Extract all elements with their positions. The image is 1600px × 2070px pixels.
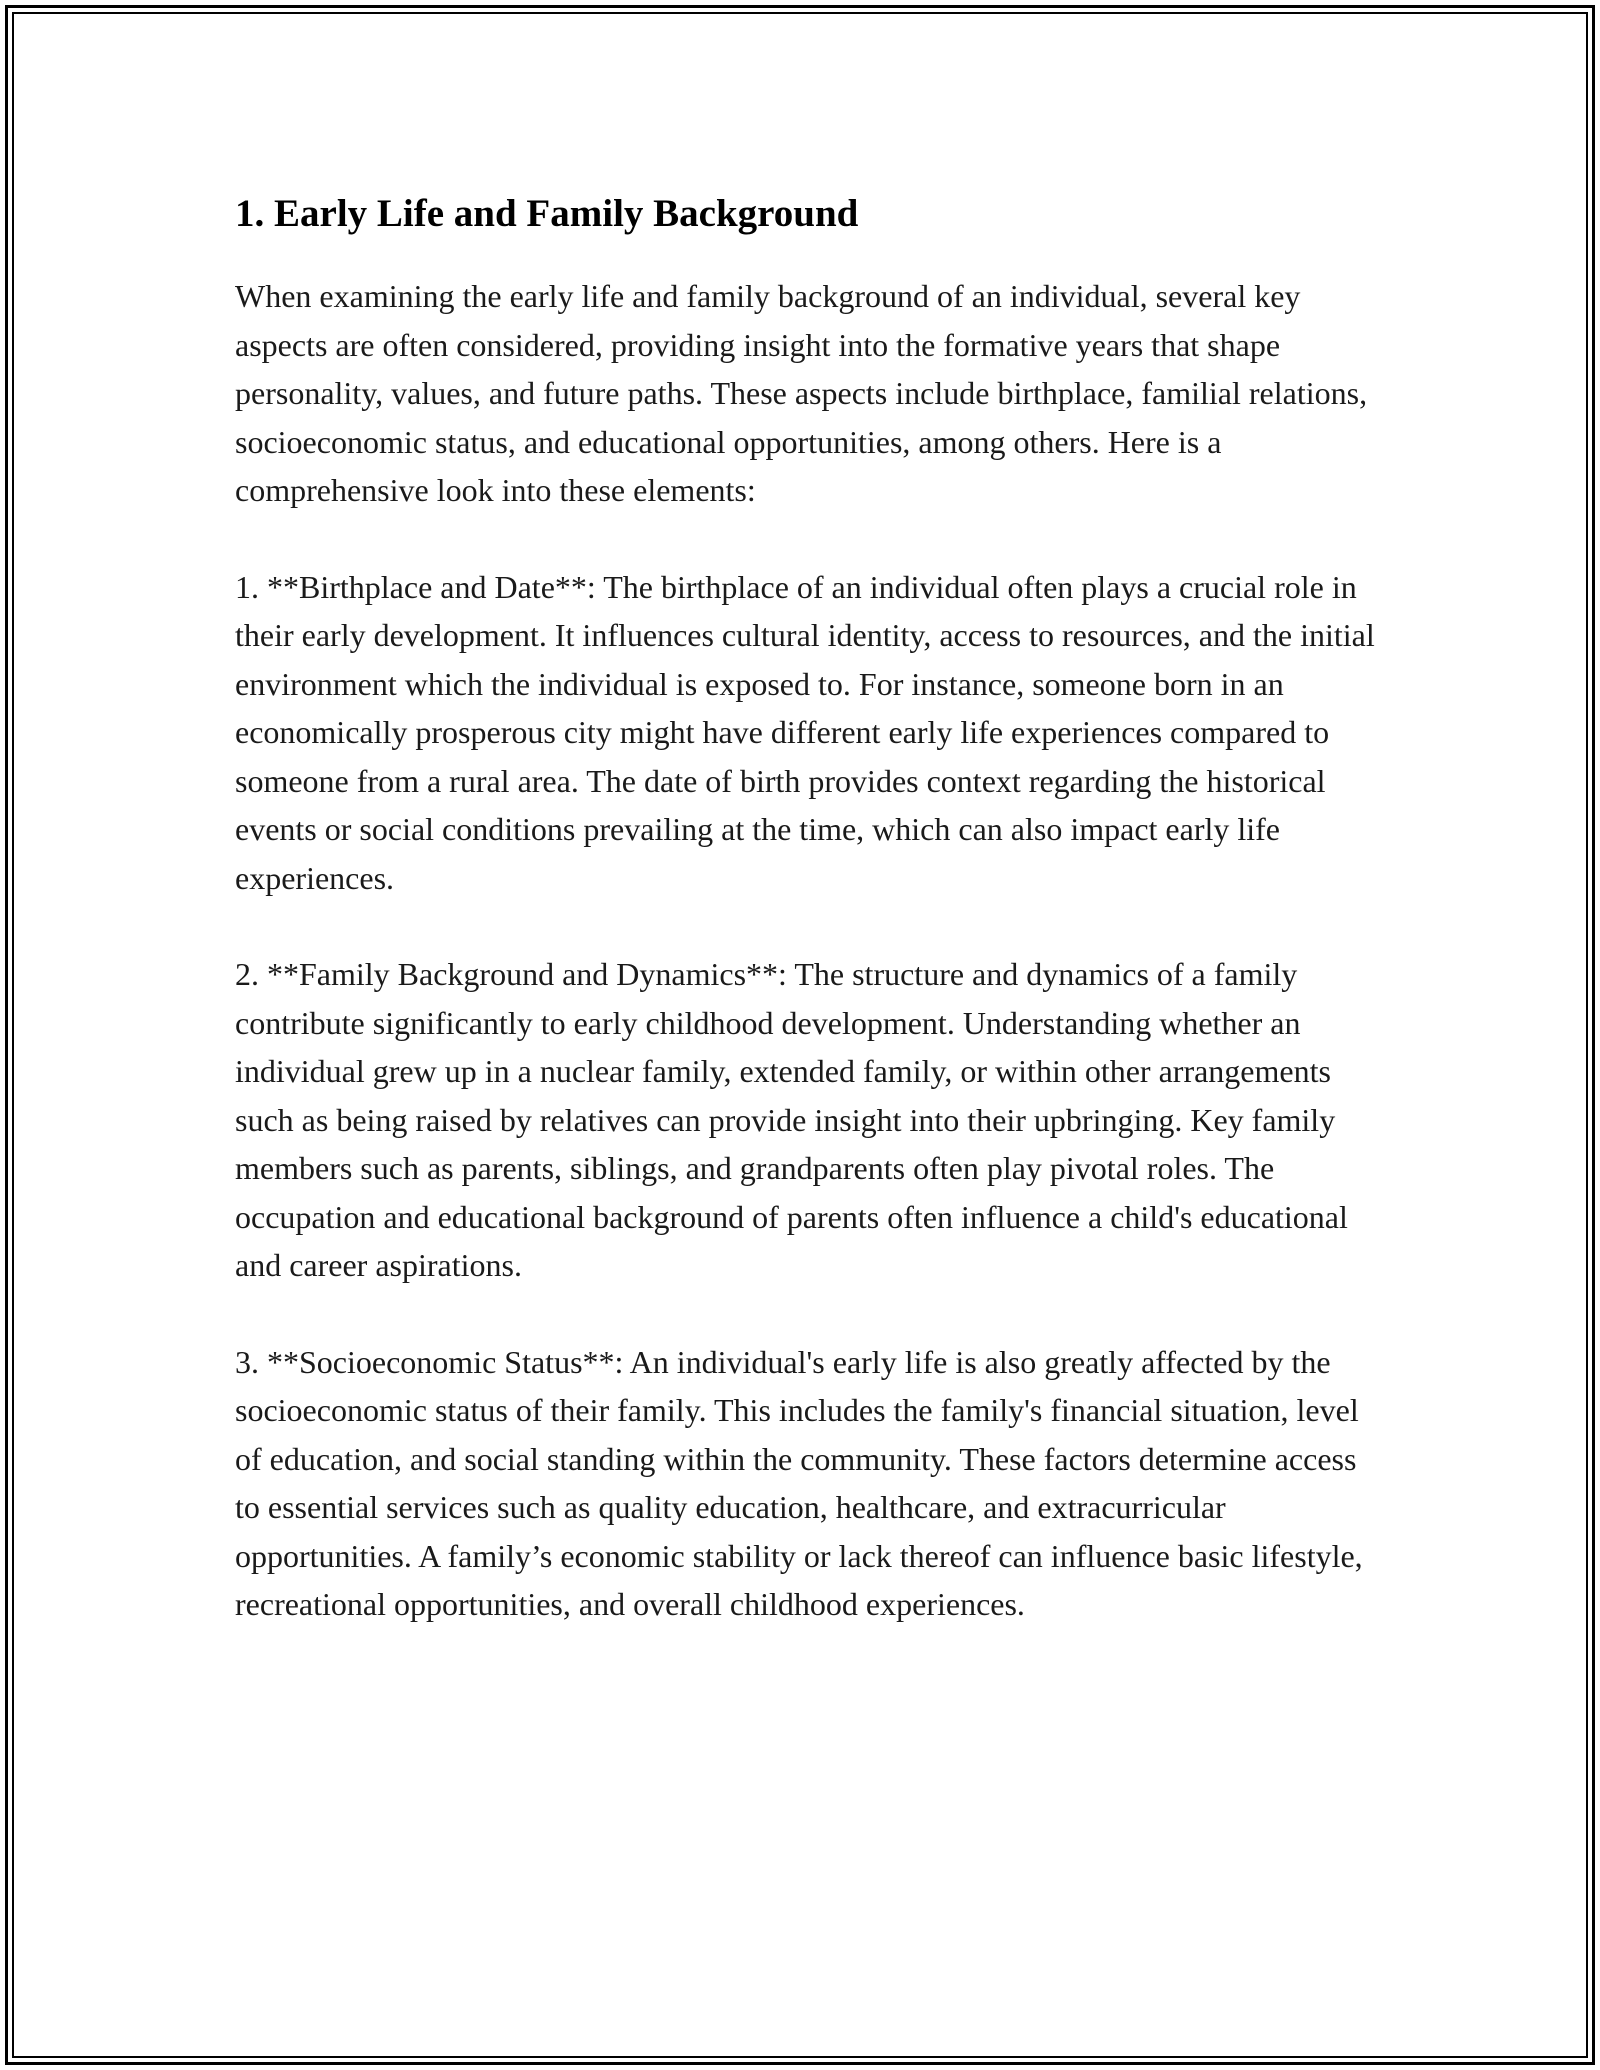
socioeconomic-paragraph: 3. **Socioeconomic Status**: An individual's early life is also greatly affected by the socioeconomic status of their family. This includes the family's financial situation, level of education, and social standing within the community. These factors determine access to essential services such as quality education, healthcare, and extracurricular opportunities. A family’s economic stability or lack thereof can influence basic lifestyle, recreational opportunities, and overall childhood experiences. [235,1343,1363,1622]
birthplace-paragraph: 1. **Birthplace and Date**: The birthplace of an individual often plays a crucial role in their early development. It influences cultural identity, access to resources, and the initial environment which the individual is exposed to. For instance, someone born in an economically prosperous city might have different early life experiences compared to someone from a rural area. The date of birth provides context regarding the historical events or social conditions prevailing at the time, which can also impact early life experiences. [235,568,1375,896]
family-background-paragraph: 2. **Family Background and Dynamics**: The structure and dynamics of a family contribute significantly to early childhood development. Understanding whether an individual grew up in a nuclear family, extended family, or within other arrangements such as being raised by relatives can provide insight into their upbringing. Key family members such as parents, siblings, and grandparents often play pivotal roles. The occupation and educational background of parents often influence a child's educational and career aspirations. [235,956,1348,1283]
document-body [235,188,1375,1677]
section-heading: 1. Early Life and Family Background [235,192,859,235]
intro-paragraph: When examining the early life and family background of an individual, several key aspects are often considered, providing insight into the formative years that shape personality, values, and future paths. These aspects include birthplace, familial relations, socioeconomic status, and educational opportunities, among others. Here is a comprehensive look into these elements: [235,278,1368,508]
